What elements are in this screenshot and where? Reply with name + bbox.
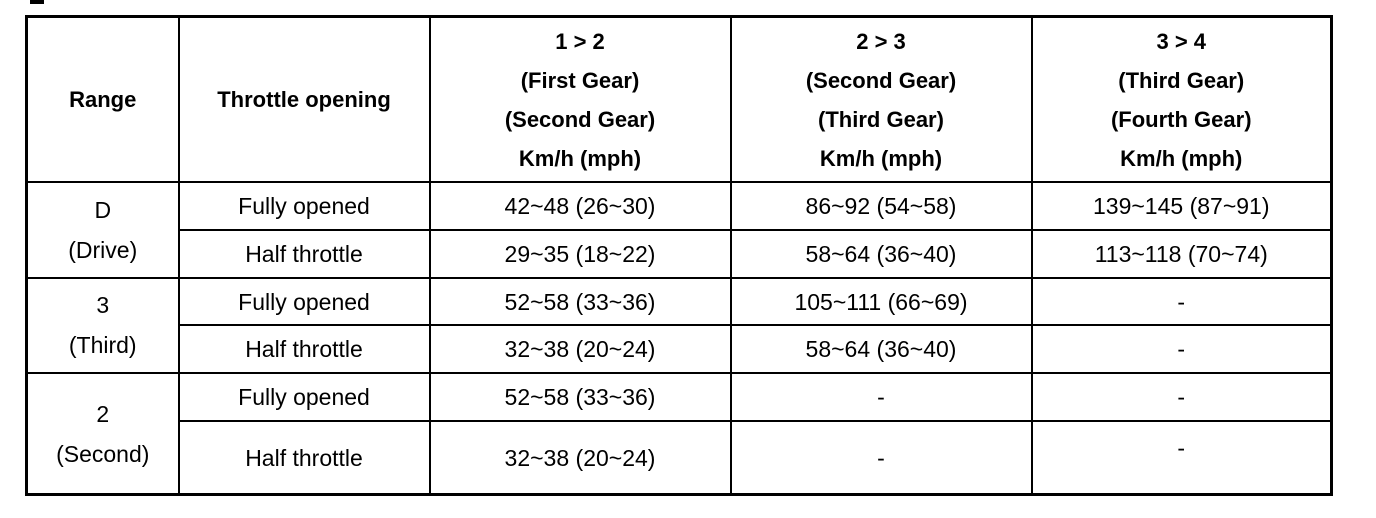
table-row	[27, 278, 1332, 326]
range-cell-third	[27, 278, 179, 374]
shift-2-3-cell: 58~64 (36~40)	[731, 230, 1032, 278]
header-line: Km/h (mph)	[1120, 145, 1243, 171]
range-cell-drive	[27, 182, 179, 278]
table-row	[27, 325, 1332, 373]
shift-3-4-cell: -	[1032, 373, 1332, 421]
shift-2-3-cell: 105~111 (66~69)	[731, 278, 1032, 326]
throttle-cell: Half throttle	[179, 230, 430, 278]
range-code: 3	[96, 292, 110, 319]
shift-3-4-cell: 139~145 (87~91)	[1032, 182, 1332, 230]
header-line: Km/h (mph)	[518, 145, 642, 171]
shift-speed-table	[25, 15, 1333, 496]
header-shift-2-3	[731, 17, 1032, 183]
throttle-cell: Half throttle	[179, 421, 430, 494]
shift-2-3-cell: -	[731, 373, 1032, 421]
header-line: 3 > 4	[1156, 28, 1207, 54]
table-row	[27, 230, 1332, 278]
header-range: Range	[27, 17, 179, 183]
header-shift-1-2	[430, 17, 731, 183]
header-line: (Second Gear)	[504, 106, 656, 132]
header-line: 1 > 2	[555, 28, 605, 54]
shift-1-2-cell: 29~35 (18~22)	[430, 230, 731, 278]
shift-2-3-cell: -	[731, 421, 1032, 494]
shift-1-2-cell: 32~38 (20~24)	[430, 421, 731, 494]
shift-3-4-cell: -	[1032, 421, 1332, 494]
table-row	[27, 182, 1332, 230]
header-line: 2 > 3	[856, 28, 906, 54]
table-header-row	[27, 17, 1332, 183]
shift-1-2-cell: 52~58 (33~36)	[430, 278, 731, 326]
shift-3-4-cell: -	[1032, 325, 1332, 373]
range-code: 2	[96, 400, 110, 427]
throttle-cell: Half throttle	[179, 325, 430, 373]
throttle-cell: Fully opened	[179, 373, 430, 421]
header-line: (Third Gear)	[818, 106, 944, 132]
throttle-cell: Fully opened	[179, 278, 430, 326]
table-row	[27, 373, 1332, 421]
range-code: D	[94, 196, 112, 223]
throttle-cell: Fully opened	[179, 182, 430, 230]
table-row	[27, 421, 1332, 494]
range-cell-second	[27, 373, 179, 494]
header-shift-3-4	[1032, 17, 1332, 183]
page-edge-mark	[30, 0, 44, 4]
shift-1-2-cell: 32~38 (20~24)	[430, 325, 731, 373]
shift-2-3-cell: 58~64 (36~40)	[731, 325, 1032, 373]
shift-3-4-cell: 113~118 (70~74)	[1032, 230, 1332, 278]
header-line: (Second Gear)	[805, 67, 957, 93]
range-name: (Drive)	[68, 236, 138, 263]
range-name: (Second)	[56, 440, 150, 467]
header-line: Km/h (mph)	[819, 145, 943, 171]
shift-3-4-cell: -	[1032, 278, 1332, 326]
shift-2-3-cell: 86~92 (54~58)	[731, 182, 1032, 230]
header-line: (Fourth Gear)	[1110, 106, 1252, 132]
shift-1-2-cell: 52~58 (33~36)	[430, 373, 731, 421]
header-line: (Third Gear)	[1118, 67, 1245, 93]
shift-1-2-cell: 42~48 (26~30)	[430, 182, 731, 230]
header-throttle-opening: Throttle opening	[179, 17, 430, 183]
range-name: (Third)	[68, 332, 137, 359]
header-line: (First Gear)	[520, 67, 640, 93]
